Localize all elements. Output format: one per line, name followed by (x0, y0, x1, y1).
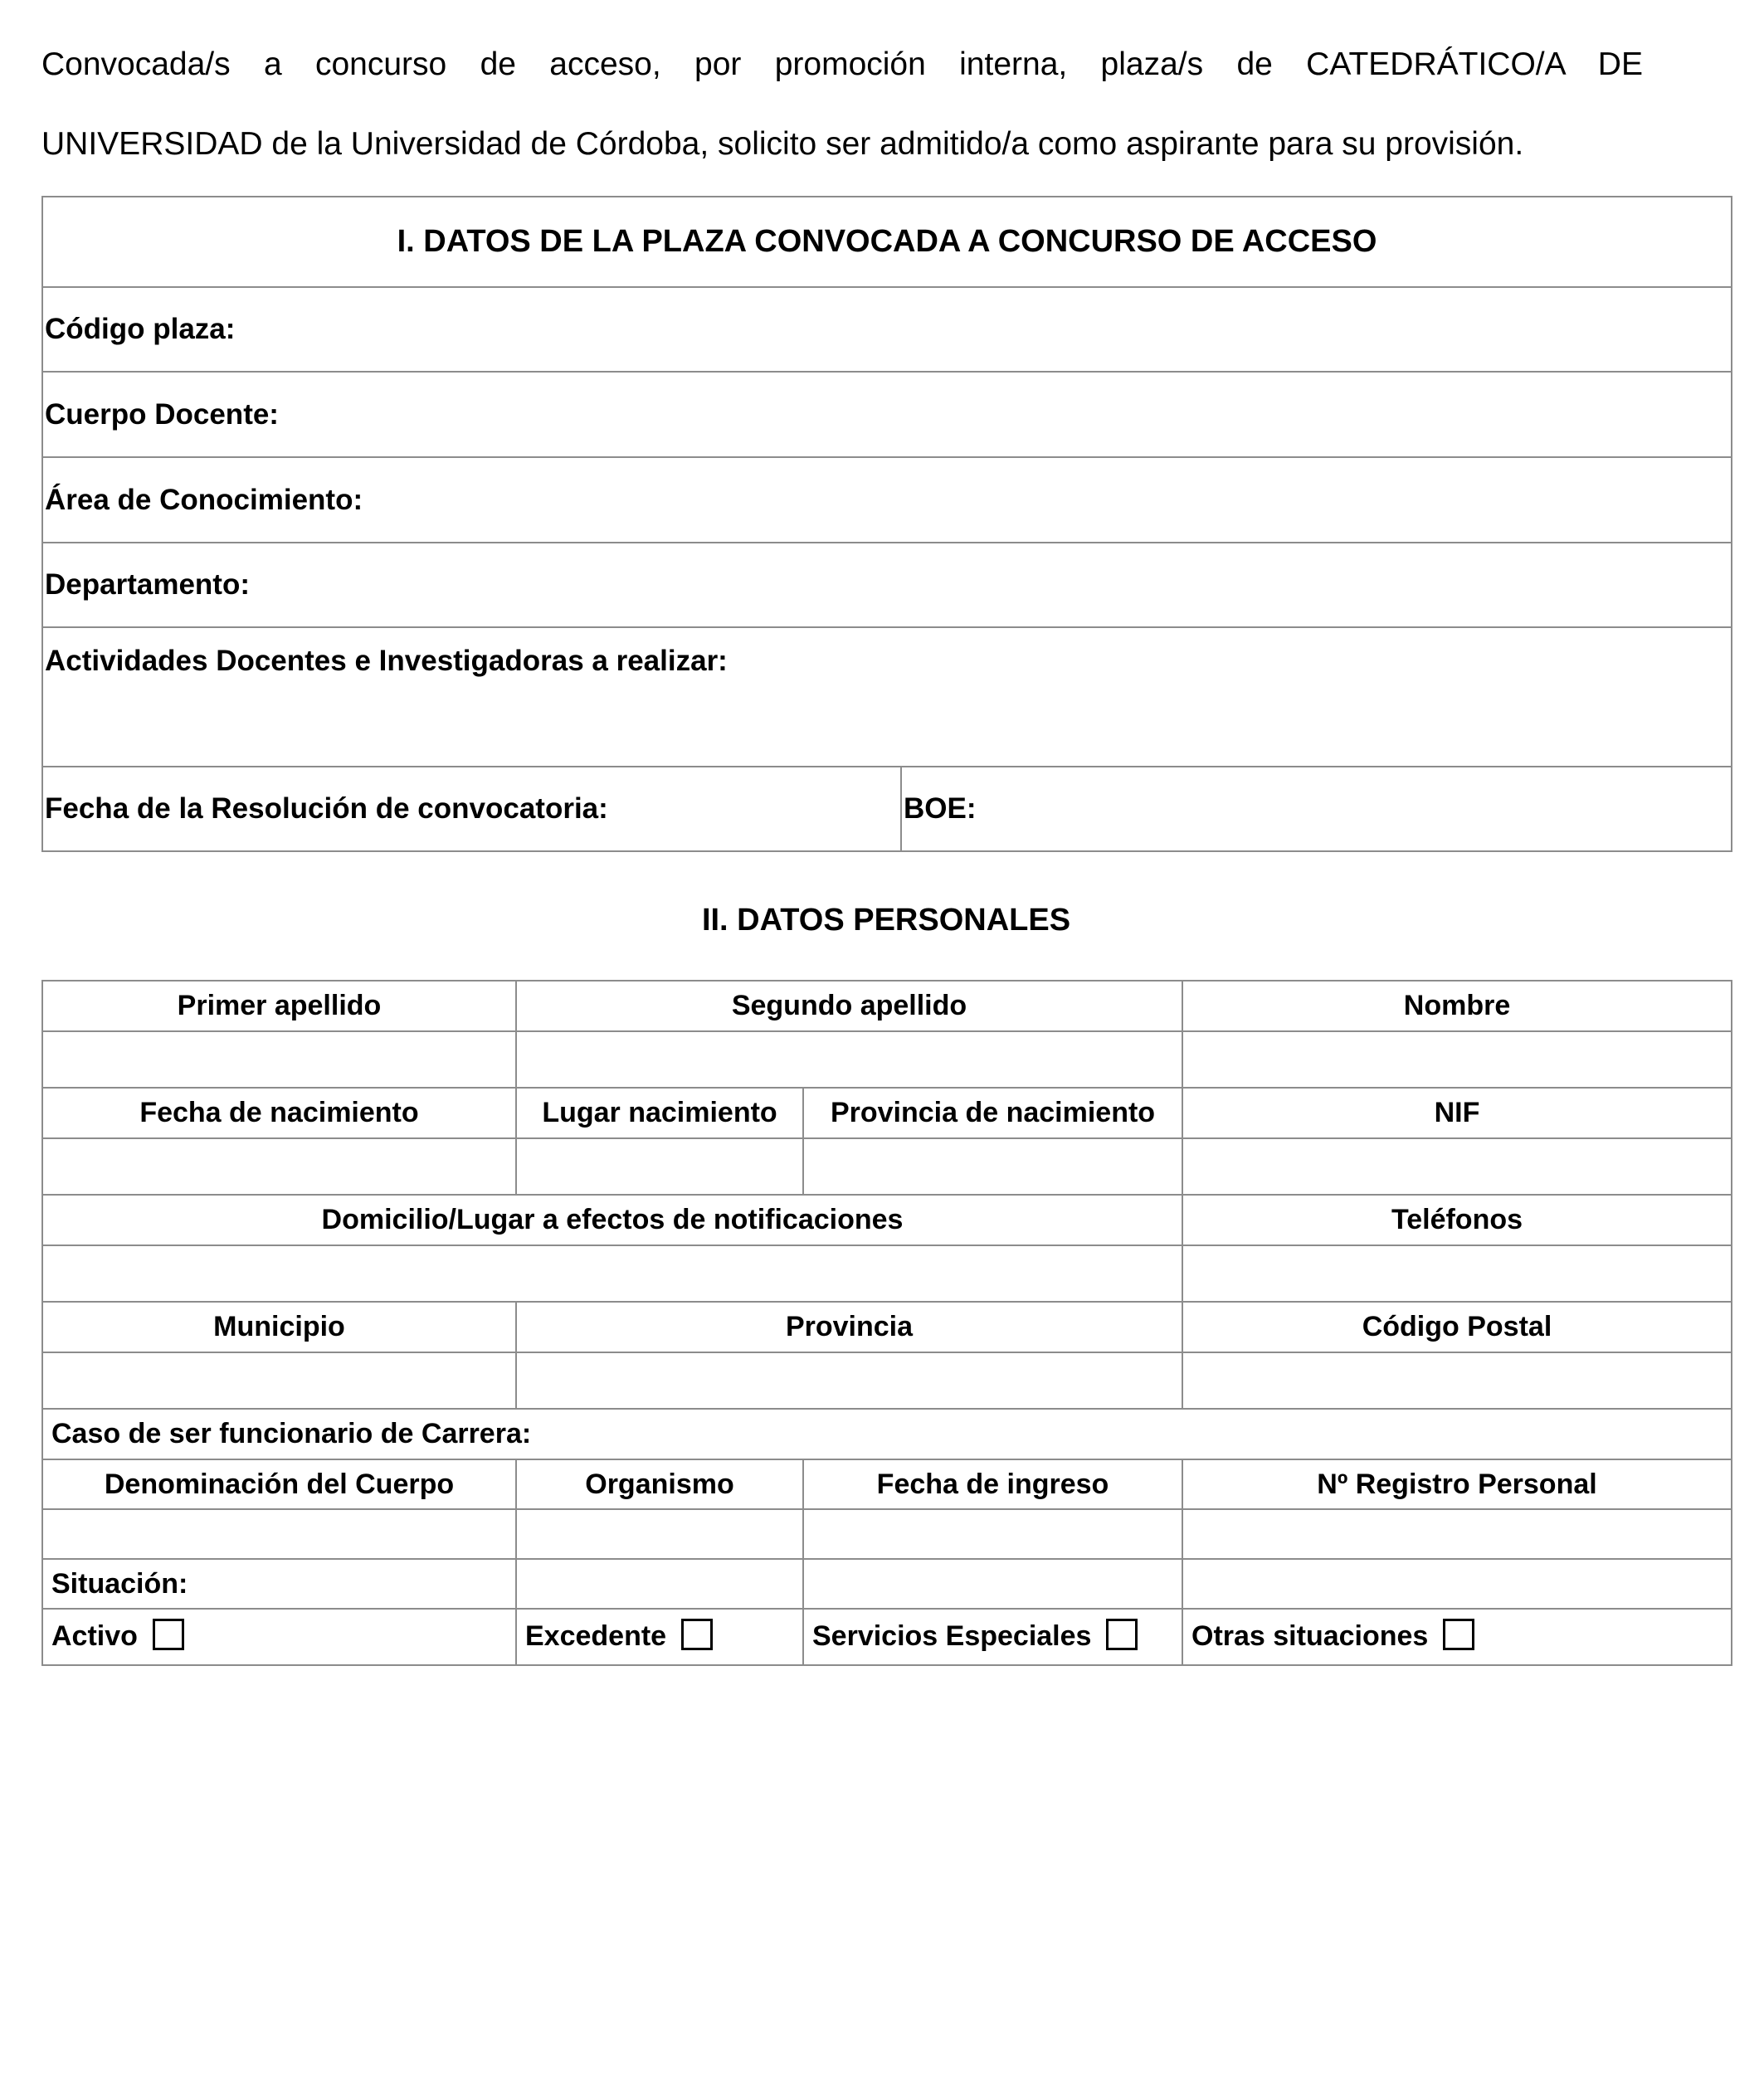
denominacion-cuerpo-input[interactable] (42, 1509, 516, 1559)
telefonos-input[interactable] (1182, 1245, 1732, 1302)
activo-checkbox[interactable] (153, 1619, 184, 1650)
situacion-blank-1 (516, 1559, 803, 1609)
codigo-plaza-field[interactable]: Código plaza: (42, 287, 1732, 372)
fecha-nacimiento-input[interactable] (42, 1138, 516, 1195)
plaza-data-table (41, 196, 1732, 852)
segundo-apellido-input[interactable] (516, 1031, 1182, 1088)
intro-paragraph (41, 25, 1643, 184)
codigo-postal-header: Código Postal (1182, 1302, 1732, 1352)
nif-header: NIF (1182, 1088, 1732, 1138)
domicilio-input[interactable] (42, 1245, 1182, 1302)
codigo-postal-input[interactable] (1182, 1352, 1732, 1409)
provincia-nacimiento-header: Provincia de nacimiento (803, 1088, 1182, 1138)
situacion-label: Situación: (42, 1559, 516, 1609)
activo-option (42, 1609, 516, 1665)
fecha-ingreso-input[interactable] (803, 1509, 1182, 1559)
municipio-header: Municipio (42, 1302, 516, 1352)
situacion-blank-2 (803, 1559, 1182, 1609)
denominacion-cuerpo-header: Denominación del Cuerpo (42, 1459, 516, 1509)
fecha-ingreso-header: Fecha de ingreso (803, 1459, 1182, 1509)
telefonos-header: Teléfonos (1182, 1195, 1732, 1245)
otras-situaciones-checkbox[interactable] (1443, 1619, 1474, 1650)
fecha-resolucion-field[interactable]: Fecha de la Resolución de convocatoria: (42, 767, 901, 851)
excedente-label: Excedente (525, 1620, 667, 1652)
cuerpo-docente-field[interactable]: Cuerpo Docente: (42, 372, 1732, 457)
primer-apellido-input[interactable] (42, 1031, 516, 1088)
fecha-nacimiento-header: Fecha de nacimiento (42, 1088, 516, 1138)
organismo-header: Organismo (516, 1459, 803, 1509)
domicilio-header: Domicilio/Lugar a efectos de notificaciones (42, 1195, 1182, 1245)
situacion-blank-3 (1182, 1559, 1732, 1609)
section-2-title: II. DATOS PERSONALES (701, 903, 1071, 938)
primer-apellido-header: Primer apellido (42, 981, 516, 1031)
registro-personal-input[interactable] (1182, 1509, 1732, 1559)
provincia-header: Provincia (516, 1302, 1182, 1352)
otras-situaciones-label: Otras situaciones (1191, 1620, 1429, 1652)
actividades-field[interactable]: Actividades Docentes e Investigadoras a realizar: (42, 627, 1732, 767)
intro-line-1: Convocada/s a concurso de acceso, por promoción interna, plaza/s de CATEDRÁTICO/A DE (41, 46, 1643, 82)
municipio-input[interactable] (42, 1352, 516, 1409)
organismo-input[interactable] (516, 1509, 803, 1559)
servicios-especiales-option (803, 1609, 1182, 1665)
registro-personal-header: Nº Registro Personal (1182, 1459, 1732, 1509)
area-conocimiento-field[interactable]: Área de Conocimiento: (42, 457, 1732, 543)
otras-situaciones-option (1182, 1609, 1732, 1665)
caso-funcionario-label: Caso de ser funcionario de Carrera: (42, 1409, 1732, 1459)
lugar-nacimiento-header: Lugar nacimiento (516, 1088, 803, 1138)
excedente-checkbox[interactable] (681, 1619, 713, 1650)
provincia-nacimiento-input[interactable] (803, 1138, 1182, 1195)
lugar-nacimiento-input[interactable] (516, 1138, 803, 1195)
nif-input[interactable] (1182, 1138, 1732, 1195)
nombre-header: Nombre (1182, 981, 1732, 1031)
section-1-title: I. DATOS DE LA PLAZA CONVOCADA A CONCURSO DE ACCESO (42, 197, 1732, 287)
intro-line-2: UNIVERSIDAD de la Universidad de Córdoba, solicito ser admitido/a como aspirante para su provisión. (41, 126, 1524, 162)
activo-label: Activo (51, 1620, 138, 1652)
departamento-field[interactable]: Departamento: (42, 543, 1732, 627)
segundo-apellido-header: Segundo apellido (516, 981, 1182, 1031)
servicios-especiales-checkbox[interactable] (1106, 1619, 1138, 1650)
servicios-especiales-label: Servicios Especiales (812, 1620, 1092, 1652)
boe-field[interactable]: BOE: (901, 767, 1732, 851)
nombre-input[interactable] (1182, 1031, 1732, 1088)
provincia-input[interactable] (516, 1352, 1182, 1409)
excedente-option (516, 1609, 803, 1665)
personal-data-table (41, 980, 1732, 1666)
